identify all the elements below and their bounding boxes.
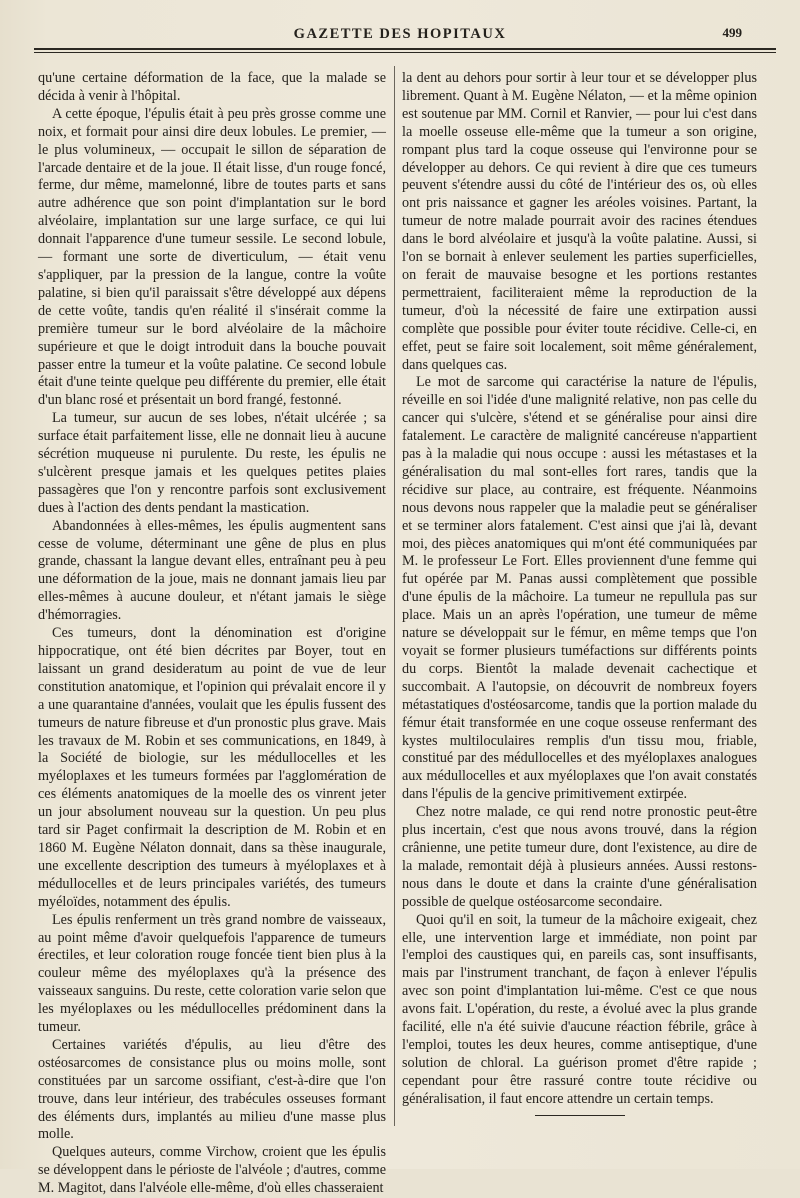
running-header xyxy=(0,20,800,46)
paragraph: Certaines variétés d'épulis, au lieu d'être des ostéosarcomes de consistance plus ou moins molle, sont constituées par un sarcome ossifiant, c'est-à-dire que l'on trouve, dans leur intérieur, des trabécules osseuses formant des éléments durs, implantés au milieu d'une masse plus molle. xyxy=(38,1036,386,1143)
paragraph: Abandonnées à elles-mêmes, les épulis augmentent sans cesse de volume, déterminant une gêne de plus en plus grande, chassant la langue devant elles, entraînant peu à peu une déformation de la joue, mais ne donnant jamais lieu par elles-mêmes à aucune douleur, et n'étant jamais le siège d'hémorragies. xyxy=(38,517,386,624)
paragraph: Le mot de sarcome qui caractérise la nature de l'épulis, réveille en soi l'idée d'une malignité relative, non pas celle du cancer qui s'ulcère, s'étend et se généralise pour ainsi dire fatalement. Le caractère de malignité cancéreuse n'appartient pas à la maladie qui nous occupe : aussi les métastases et la généralisation du mal sont-elles fort rares, tandis que la récidive sur place, au contraire, est fréquente. Néanmoins nous devons nous rappeler que la maladie peut se généraliser et se terminer alors fatalement. C'est ainsi que j'ai là, devant moi, des pièces anatomiques qui m'ont été communiquées par M. le professeur Le Fort. Elles proviennent d'une femme qui fut opérée par M. Panas aussi complètement que possible d'une épulis de la mâchoire. La tumeur ne repullula pas sur place. Mais un an après l'opération, une tumeur de même nature se développait sur le fémur, en même temps que l'on voyait se former plusieurs tuméfactions sur différents points du corps. Bientôt la malade devenait cachectique et succombait. A l'autopsie, on découvrit de nombreux foyers métastatiques d'ostéosarcome, tandis que la portion malade du fémur était transformée en une coque osseuse renfermant des kystes multiloculaires remplis d'un tissu mou, friable, constitué par des médullocelles et des myéloplaxes analogues aux médullocelles et aux myéloplaxes que l'on avait constatés dans l'épulis de la gencive primitivement extirpée. xyxy=(402,374,757,803)
journal-title: GAZETTE DES HOPITAUX xyxy=(293,26,507,42)
column-divider xyxy=(394,66,395,1126)
article-end-rule xyxy=(535,1115,625,1116)
right-column xyxy=(402,70,757,1116)
left-column xyxy=(38,70,386,1198)
paragraph: La tumeur, sur aucun de ses lobes, n'était ulcérée ; sa surface était parfaitement lisse, elle ne donnait lieu à aucune sécrétion muqueuse ni purulente. Du reste, les épulis ne s'ulcèrent presque jamais et les quelques petites plaies passagères que l'on y rencontre parfois sont exclusivement dues à l'action des dents pendant la mastication. xyxy=(38,410,386,516)
header-rule xyxy=(34,48,776,50)
header-rule-thin xyxy=(34,52,776,53)
page-number: 499 xyxy=(722,25,742,40)
paragraph: A cette époque, l'épulis était à peu près grosse comme une noix, et formait pour ainsi dire deux lobules. Le premier, — le plus volumineux, — occupait le sillon de séparation de l'arcade dentaire et de la joue. Il était lisse, d'un rouge foncé, ferme, dur même, mamelonné, libre de toutes parts et sans autre adhérence que son point d'implantation sur le bord alvéolaire, implantation sur une large surface, ce qui lui donnait l'apparence d'une tumeur sessile. Le second lobule, — formant une sorte de diverticulum, — était venu s'appliquer, par la pression de la langue, contre la voûte palatine, si bien qu'il paraissait s'être développé aux dépens de cette voûte, tandis qu'en réalité il s'insérait comme la première tumeur sur le bord alvéolaire de la mâchoire supérieure et que le doigt introduit dans la bouche pouvait passer entre la tumeur et la voûte palatine. Ce second lobule était d'une teinte quelque peu différente du premier, elle était d'un blanc rosé et présentait un bord frangé, festonné. xyxy=(38,105,386,409)
paragraph: Ces tumeurs, dont la dénomination est d'origine hippocratique, ont été bien décrites par Boyer, tout en laissant un grand desideratum au point de vue de leur constitution anatomique, et l'opinion qui prévalait encore il y a une quarantaine d'années, voulait que les épulis fussent des tumeurs de nature fibreuse et d'un pronostic plus grave. Mais les travaux de M. Robin et ses communications, en 1849, à la Société de biologie, sur les médullocelles et les myéloplaxes et les tumeurs formées par l'agglomération de ces éléments anatomiques de la moelle des os vinrent jeter un jour absolument nouveau sur la question. Un peu plus tard sir Paget confirmait la description de M. Robin et en 1860 M. Eugène Nélaton donnait, dans sa thèse inaugurale, une excellente description des tumeurs à myéloplaxes et à médullocelles et de leurs principales variétés, des tumeurs myéloïdes, notamment des épulis. xyxy=(38,625,386,910)
paragraph: Quelques auteurs, comme Virchow, croient que les épulis se développent dans le périoste de l'alvéole ; d'autres, comme M. Magitot, dans l'alvéole elle-même, d'où elles chasseraient xyxy=(38,1144,386,1197)
paragraph: Quoi qu'il en soit, la tumeur de la mâchoire exigeait, chez elle, une intervention large et immédiate, non point par l'emploi des caustiques qui, en pareils cas, sont insuffisants, mais par l'instrument tranchant, de façon à enlever l'épulis avec son point d'implantation lui-même. C'est ce que nous avons fait. L'opération, du reste, a évolué avec la plus grande facilité, elle n'a été suivie d'aucune réaction fébrile, grâce à l'emploi, toutes les deux heures, comme antiseptique, d'une solution de chloral. La guérison promet d'être rapide ; cependant pour être rassuré contre toute récidive ou généralisation, il faut encore attendre un certain temps. xyxy=(402,911,757,1107)
paragraph: Chez notre malade, ce qui rend notre pronostic peut-être plus incertain, c'est que nous avons trouvé, dans la région crânienne, une petite tumeur dure, dont l'existence, au dire de la malade, remontait déjà à plusieurs années. Aussi restons-nous dans le doute et dans la crainte d'une généralisation possible de quelque ostéosarcome secondaire. xyxy=(402,804,757,910)
paragraph: qu'une certaine déformation de la face, que la malade se décida à venir à l'hôpital. xyxy=(38,70,386,104)
paragraph: la dent au dehors pour sortir à leur tour et se développer plus librement. Quant à M. Eugène Nélaton, — et la même opinion est soutenue par MM. Cornil et Ranvier, — pour lui c'est dans la moelle osseuse elle-même que la tumeur a son origine, rompant plus tard la coque osseuse qui l'environne pour se développer au dehors. Ce qui revient à dire que ces tumeurs peuvent s'étendre aussi du côté de l'intérieur des os, où elles ont pris naissance et gagner les aréoles voisines. Partant, la tumeur de notre malade pourrait avoir des racines étendues dans le bord alvéolaire et jusqu'à la voûte palatine. Aussi, si l'on se bornait à enlever seulement les parties superficielles, on ferait de mauvaise besogne et les portions restantes permettraient, faciliteraient même la reproduction de la tumeur, d'où la nécessité de faire une extirpation aussi complète que possible pour éviter toute récidive. Celle-ci, en effet, peut se faire soit localement, soit même généralement, dans quelques cas. xyxy=(402,70,757,373)
paragraph: Les épulis renferment un très grand nombre de vaisseaux, au point même d'avoir quelquefois l'apparence de tumeurs érectiles, et leur coloration rouge foncée tient bien plus à la couleur même des myéloplaxes qu'à la présence des vaisseaux sanguins. Du reste, cette coloration varie selon que les myéloplaxes ou les médullocelles prédominent dans la tumeur. xyxy=(38,911,386,1036)
